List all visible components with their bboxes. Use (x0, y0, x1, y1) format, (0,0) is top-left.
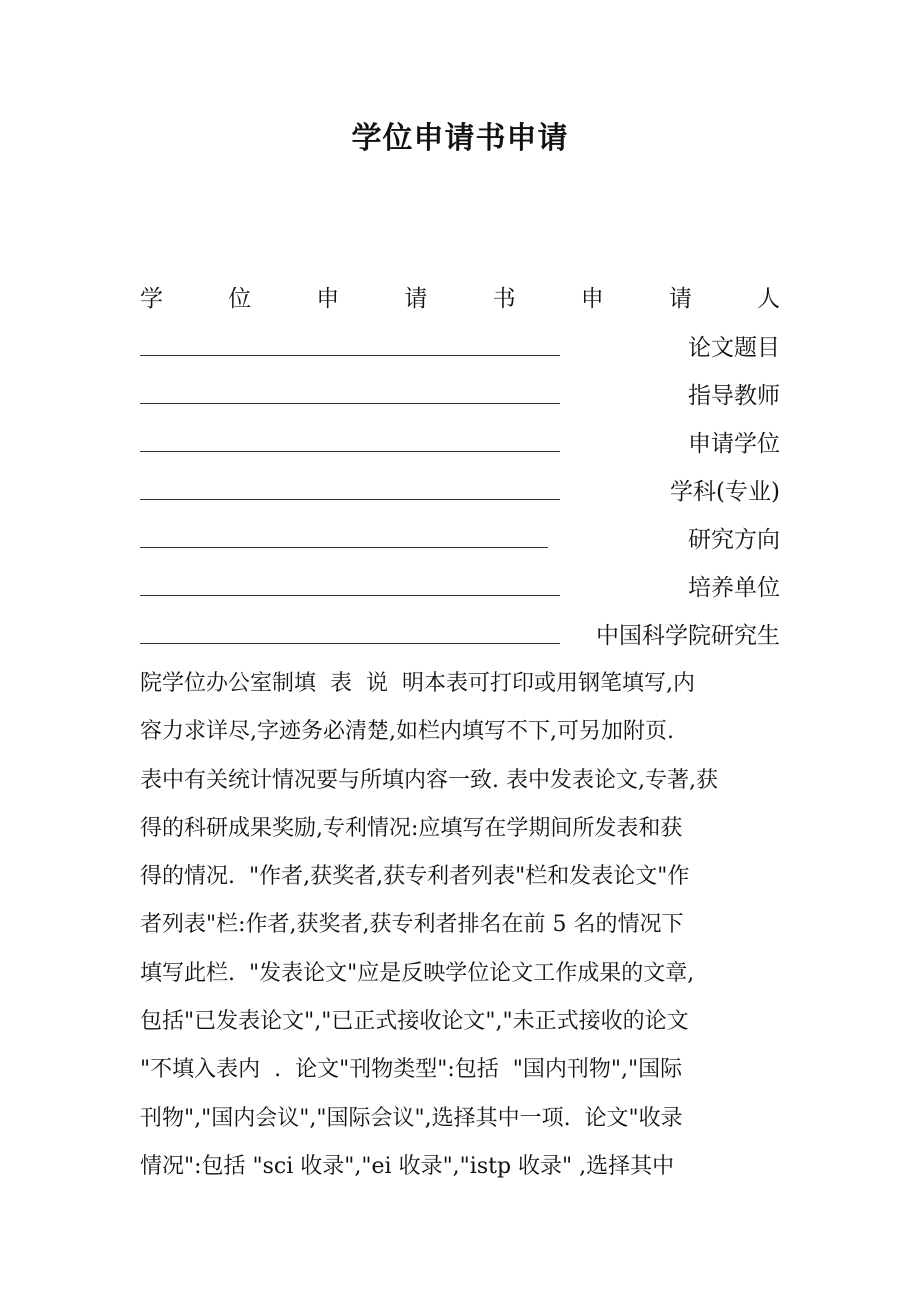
field-label: 研究方向 (688, 527, 780, 553)
field-row-institution (140, 610, 780, 650)
fill-in-line (140, 355, 560, 356)
field-label: 论文题目 (688, 335, 780, 361)
text-line: 容力求详尽,字迹务必清楚,如栏内填写不下,可另加附页. (140, 719, 674, 745)
field-row-degree (140, 418, 780, 458)
field-label: 指导教师 (688, 383, 780, 409)
heading-char: 申 (316, 286, 340, 312)
document-title: 学位申请书申请 (351, 121, 569, 156)
field-label: 中国科学院研究生 (596, 623, 780, 649)
text-line: 得的科研成果奖励,专利情况:应填写在学期间所发表和获 (140, 815, 683, 841)
heading-char: 书 (492, 286, 516, 312)
text-line: 院学位办公室制填 表 说 明本表可打印或用钢笔填写,内 (140, 671, 695, 696)
fill-in-line (140, 403, 560, 404)
heading-char: 申 (580, 286, 604, 312)
fill-in-line (140, 643, 560, 644)
field-label: 申请学位 (688, 431, 780, 457)
heading-char: 请 (668, 286, 692, 312)
field-row-supervisor (140, 370, 780, 410)
text-line: "不填入表内 . 论文"刊物类型":包括 "国内刊物","国际 (140, 1057, 683, 1083)
instructions-text (140, 660, 820, 1191)
fill-in-line (140, 547, 548, 548)
text-line: 情况":包括 "sci 收录","ei 收录","istp 收录" ,选择其中 (140, 1153, 675, 1179)
field-label: 学科(专业) (670, 479, 780, 505)
heading-char: 学 (140, 286, 163, 312)
heading-char: 位 (228, 286, 252, 312)
field-row-discipline (140, 466, 780, 506)
text-line: 刊物","国内会议","国际会议",选择其中一项. 论文"收录 (140, 1105, 683, 1131)
text-line: 表中有关统计情况要与所填内容一致. 表中发表论文,专著,获 (140, 767, 718, 793)
field-row-thesis-title (140, 322, 780, 362)
field-label: 培养单位 (688, 575, 780, 601)
fill-in-line (140, 451, 560, 452)
field-row-research-direction (140, 514, 780, 554)
field-row-training-unit (140, 562, 780, 602)
text-line: 者列表"栏:作者,获奖者,获专利者排名在前 5 名的情况下 (140, 912, 684, 938)
text-line: 填写此栏. "发表论文"应是反映学位论文工作成果的文章, (140, 960, 695, 986)
applicant-heading (140, 280, 780, 313)
text-line: 包括"已发表论文","已正式接收论文","未正式接收的论文 (140, 1009, 689, 1035)
fill-in-line (140, 499, 560, 500)
text-line: 得的情况. "作者,获奖者,获专利者列表"栏和发表论文"作 (140, 864, 690, 890)
fill-in-line (140, 595, 560, 596)
heading-char: 请 (404, 286, 428, 312)
heading-char: 人 (756, 286, 780, 312)
